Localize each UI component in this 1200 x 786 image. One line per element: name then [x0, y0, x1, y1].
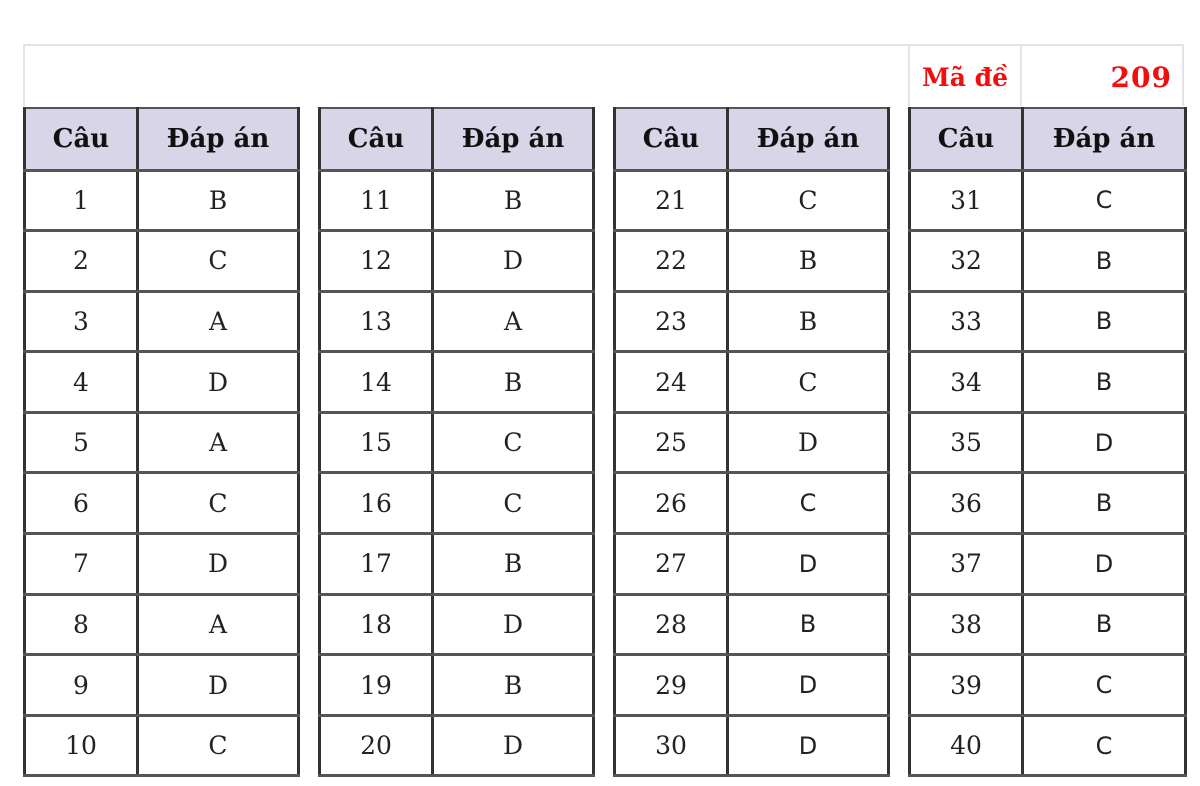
answer-cell: C: [1023, 655, 1186, 716]
question-number: 14: [320, 352, 433, 413]
column-header-question: Câu: [910, 108, 1023, 170]
table-header-row: [320, 108, 594, 170]
answer-cell: C: [728, 352, 889, 413]
question-number: 12: [320, 231, 433, 292]
table-row: [25, 291, 299, 352]
question-number: 15: [320, 412, 433, 473]
table-row: [615, 291, 889, 352]
question-number: 21: [615, 170, 728, 231]
table-row: [910, 352, 1186, 413]
answer-cell: C: [433, 412, 594, 473]
question-number: 34: [910, 352, 1023, 413]
question-number: 36: [910, 473, 1023, 534]
answer-cell: D: [138, 655, 299, 716]
answer-cell: D: [433, 594, 594, 655]
question-number: 33: [910, 291, 1023, 352]
answer-cell: A: [433, 291, 594, 352]
question-number: 16: [320, 473, 433, 534]
question-number: 17: [320, 534, 433, 595]
answer-cell: B: [1023, 594, 1186, 655]
table-header-row: [25, 108, 299, 170]
table-row: [25, 473, 299, 534]
table-row: [615, 412, 889, 473]
answer-cell: D: [728, 534, 889, 595]
answer-cell: D: [728, 715, 889, 776]
table-row: [25, 170, 299, 231]
table-row: [615, 534, 889, 595]
table-row: [910, 291, 1186, 352]
question-number: 38: [910, 594, 1023, 655]
answer-cell: D: [728, 655, 889, 716]
table-row: [25, 534, 299, 595]
question-number: 25: [615, 412, 728, 473]
table-row: [910, 715, 1186, 776]
answer-cell: C: [433, 473, 594, 534]
answer-cell: A: [138, 594, 299, 655]
answer-cell: B: [728, 594, 889, 655]
answer-cell: C: [138, 231, 299, 292]
question-number: 19: [320, 655, 433, 716]
table-row: [320, 412, 594, 473]
question-number: 29: [615, 655, 728, 716]
answer-cell: D: [728, 412, 889, 473]
answer-table-1: [23, 107, 300, 777]
question-number: 26: [615, 473, 728, 534]
table-row: [320, 291, 594, 352]
answer-cell: D: [433, 231, 594, 292]
question-number: 31: [910, 170, 1023, 231]
table-row: [25, 231, 299, 292]
answer-cell: B: [728, 291, 889, 352]
table-row: [910, 594, 1186, 655]
table-row: [25, 715, 299, 776]
table-row: [320, 231, 594, 292]
answer-cell: B: [433, 534, 594, 595]
answer-cell: B: [1023, 291, 1186, 352]
question-number: 18: [320, 594, 433, 655]
answer-cell: C: [728, 473, 889, 534]
question-number: 2: [25, 231, 138, 292]
answer-cell: B: [1023, 473, 1186, 534]
column-header-answer: Đáp án: [138, 108, 299, 170]
table-row: [615, 594, 889, 655]
question-number: 39: [910, 655, 1023, 716]
question-number: 13: [320, 291, 433, 352]
question-number: 24: [615, 352, 728, 413]
answer-cell: D: [138, 534, 299, 595]
column-header-question: Câu: [25, 108, 138, 170]
table-row: [25, 594, 299, 655]
column-header-question: Câu: [615, 108, 728, 170]
answer-cell: B: [728, 231, 889, 292]
question-number: 35: [910, 412, 1023, 473]
table-row: [910, 534, 1186, 595]
answer-table-2: [318, 107, 595, 777]
answer-cell: B: [1023, 231, 1186, 292]
table-row: [25, 352, 299, 413]
table-row: [320, 655, 594, 716]
table-row: [320, 473, 594, 534]
table-header-row: [615, 108, 889, 170]
table-row: [25, 655, 299, 716]
answer-cell: D: [1023, 412, 1186, 473]
table-row: [615, 231, 889, 292]
question-number: 1: [25, 170, 138, 231]
question-number: 37: [910, 534, 1023, 595]
answer-cell: B: [433, 352, 594, 413]
answer-cell: C: [1023, 715, 1186, 776]
answer-cell: D: [433, 715, 594, 776]
table-row: [615, 473, 889, 534]
table-row: [615, 715, 889, 776]
question-number: 8: [25, 594, 138, 655]
table-row: [320, 352, 594, 413]
table-row: [910, 170, 1186, 231]
table-row: [320, 594, 594, 655]
table-row: [910, 473, 1186, 534]
question-number: 5: [25, 412, 138, 473]
question-number: 28: [615, 594, 728, 655]
table-row: [615, 170, 889, 231]
answer-table-4: [908, 107, 1187, 777]
question-number: 40: [910, 715, 1023, 776]
answer-cell: C: [138, 715, 299, 776]
exam-code-label: Mã đề: [922, 63, 1008, 92]
question-number: 3: [25, 291, 138, 352]
answer-cell: C: [1023, 170, 1186, 231]
table-row: [910, 655, 1186, 716]
answer-table-3: [613, 107, 890, 777]
answer-cell: B: [433, 655, 594, 716]
table-row: [25, 412, 299, 473]
table-row: [910, 412, 1186, 473]
answer-cell: A: [138, 412, 299, 473]
exam-code-value: 209: [1110, 61, 1172, 94]
answer-cell: B: [138, 170, 299, 231]
answer-cell: C: [138, 473, 299, 534]
table-row: [910, 231, 1186, 292]
table-header-row: [910, 108, 1186, 170]
table-row: [615, 655, 889, 716]
answer-cell: D: [138, 352, 299, 413]
question-number: 11: [320, 170, 433, 231]
question-number: 10: [25, 715, 138, 776]
question-number: 30: [615, 715, 728, 776]
table-row: [320, 170, 594, 231]
answer-cell: B: [1023, 352, 1186, 413]
question-number: 4: [25, 352, 138, 413]
column-header-answer: Đáp án: [1023, 108, 1186, 170]
column-header-answer: Đáp án: [728, 108, 889, 170]
question-number: 23: [615, 291, 728, 352]
answer-cell: A: [138, 291, 299, 352]
answer-cell: D: [1023, 534, 1186, 595]
question-number: 20: [320, 715, 433, 776]
question-number: 27: [615, 534, 728, 595]
column-header-question: Câu: [320, 108, 433, 170]
column-header-answer: Đáp án: [433, 108, 594, 170]
answer-cell: B: [433, 170, 594, 231]
question-number: 32: [910, 231, 1023, 292]
question-number: 22: [615, 231, 728, 292]
table-row: [320, 534, 594, 595]
question-number: 6: [25, 473, 138, 534]
question-number: 7: [25, 534, 138, 595]
table-row: [615, 352, 889, 413]
answer-cell: C: [728, 170, 889, 231]
question-number: 9: [25, 655, 138, 716]
table-row: [320, 715, 594, 776]
